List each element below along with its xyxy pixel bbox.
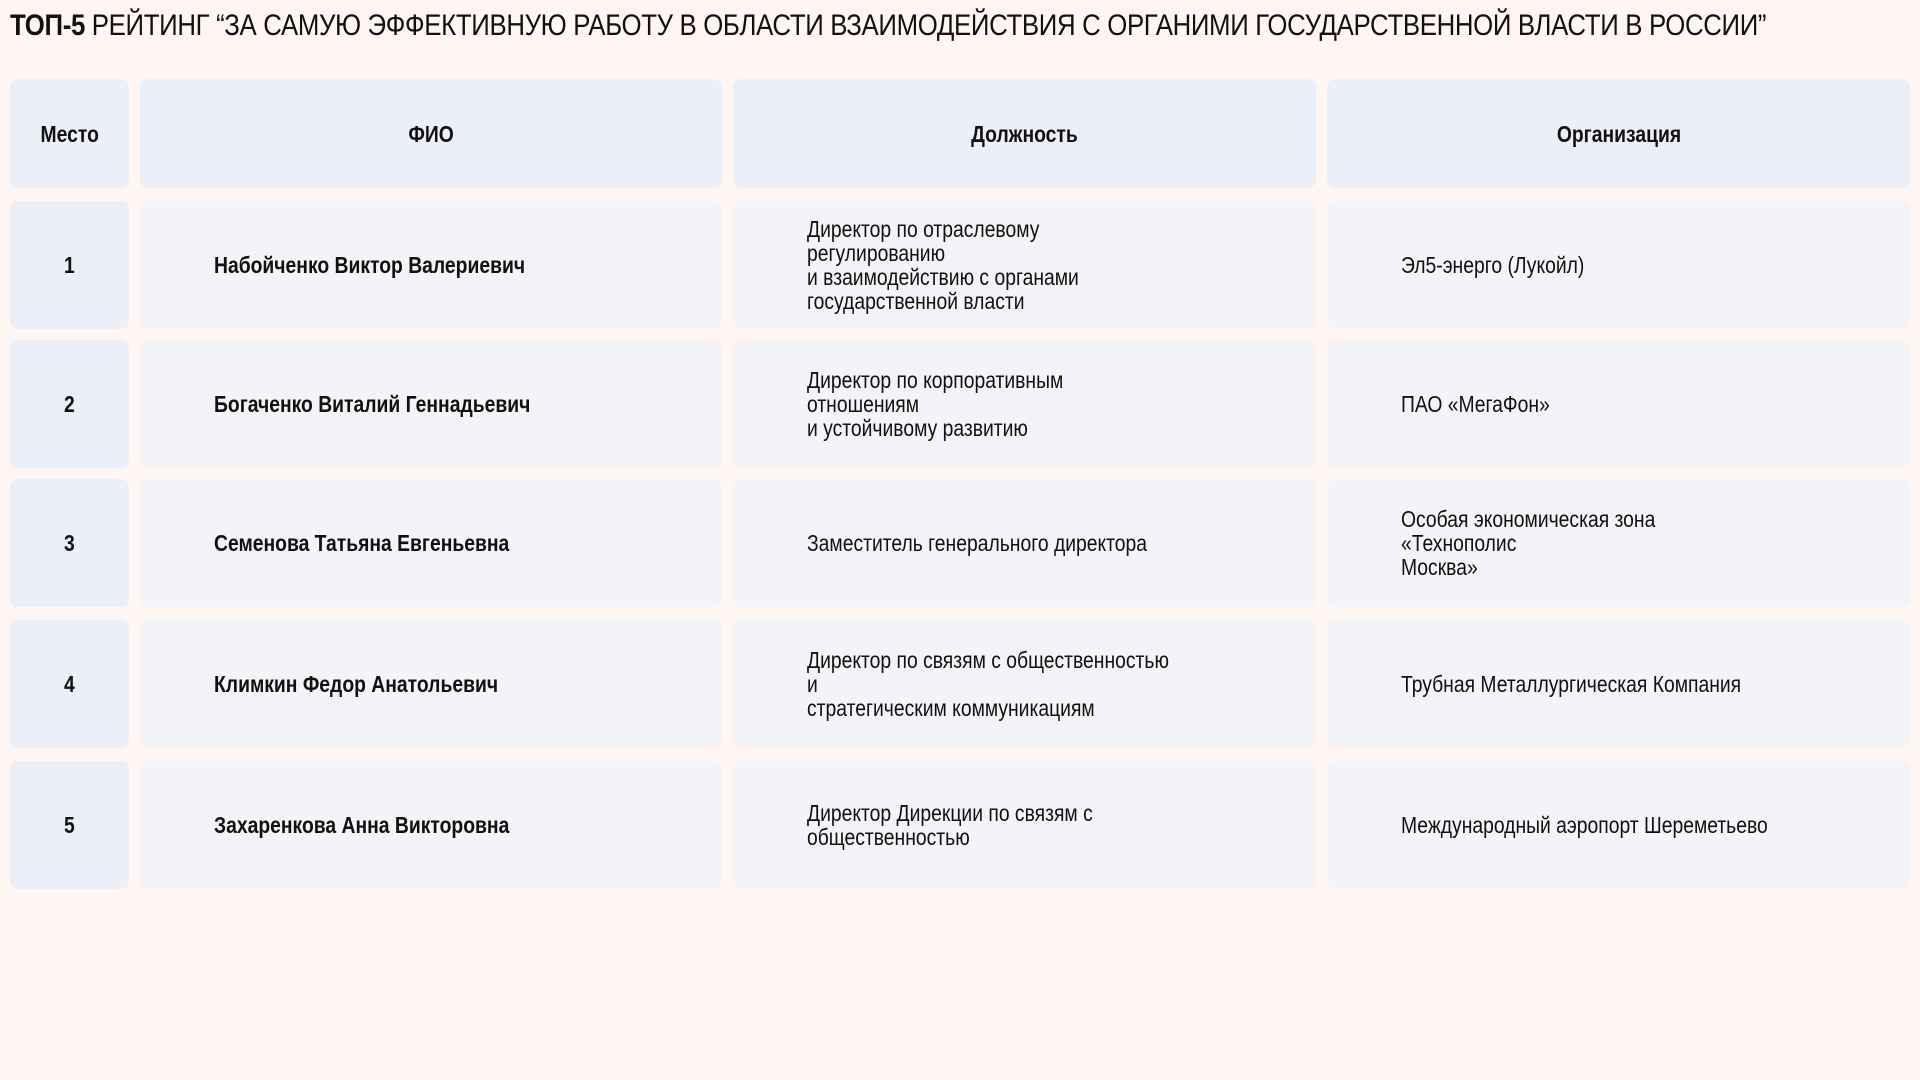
position-value: Директор по корпоративным отношениям и устойчивому развитию (807, 367, 1064, 441)
header-name-label: ФИО (408, 120, 454, 147)
header-place-label: Место (40, 120, 99, 147)
position-value: Директор Дирекции по связям с общественностью (807, 800, 1093, 850)
position-cell (733, 201, 1316, 329)
header-organization-label: Организация (1556, 120, 1681, 147)
organization-value: Международный аэропорт Шереметьево (1401, 812, 1768, 838)
organization-value: ПАО «МегаФон» (1401, 391, 1550, 417)
page-title-rest: РЕЙТИНГ “ЗА САМУЮ ЭФФЕКТИВНУЮ РАБОТУ В ОБЛАСТИ ВЗАИМОДЕЙСТВИЯ С ОРГАНИМИ ГОСУДАРСТВЕННОЙ ВЛАСТИ В РОССИИ” (91, 9, 1767, 42)
place-cell (10, 761, 129, 889)
table-row (10, 620, 1910, 748)
organization-value: Трубная Металлургическая Компания (1401, 671, 1742, 697)
organization-cell (1327, 620, 1910, 748)
name-cell (140, 340, 722, 468)
place-value: 1 (64, 252, 75, 278)
place-cell (10, 201, 129, 329)
position-value: Заместитель генерального директора (807, 530, 1148, 556)
position-cell (733, 340, 1316, 468)
place-cell (10, 479, 129, 607)
name-value: Климкин Федор Анатольевич (214, 671, 499, 697)
organization-cell (1327, 479, 1910, 607)
place-value: 3 (64, 530, 75, 556)
header-organization (1327, 79, 1910, 188)
name-cell (140, 761, 722, 889)
position-cell (733, 479, 1316, 607)
header-position-label: Должность (971, 120, 1078, 147)
place-value: 4 (64, 671, 75, 697)
table-row (10, 761, 1910, 889)
table-row (10, 201, 1910, 329)
place-cell (10, 340, 129, 468)
name-value: Набойченко Виктор Валериевич (214, 252, 526, 278)
organization-value: Особая экономическая зона «Технополис Москва» (1401, 506, 1656, 580)
place-value: 2 (64, 391, 75, 417)
table-header-row (10, 79, 1910, 188)
organization-value: Эл5-энерго (Лукойл) (1401, 252, 1585, 278)
place-cell (10, 620, 129, 748)
table-row (10, 340, 1910, 468)
header-name (140, 79, 722, 188)
page-title-lead: ТОП-5 (10, 9, 85, 42)
organization-cell (1327, 340, 1910, 468)
rating-table (10, 79, 1910, 900)
organization-cell (1327, 761, 1910, 889)
name-cell (140, 201, 722, 329)
position-value: Директор по отраслевому регулированию и взаимодействию с органами государственной власти (807, 216, 1079, 314)
name-value: Захаренкова Анна Викторовна (214, 812, 510, 838)
organization-cell (1327, 201, 1910, 329)
name-value: Семенова Татьяна Евгеньевна (214, 530, 510, 556)
name-cell (140, 479, 722, 607)
header-place (10, 79, 129, 188)
header-position (733, 79, 1316, 188)
page-title (10, 6, 1767, 46)
name-cell (140, 620, 722, 748)
name-value: Богаченко Виталий Геннадьевич (214, 391, 531, 417)
position-cell (733, 761, 1316, 889)
position-cell (733, 620, 1316, 748)
place-value: 5 (64, 812, 75, 838)
position-value: Директор по связям с общественностью и стратегическим коммуникациям (807, 647, 1169, 721)
table-row (10, 479, 1910, 607)
